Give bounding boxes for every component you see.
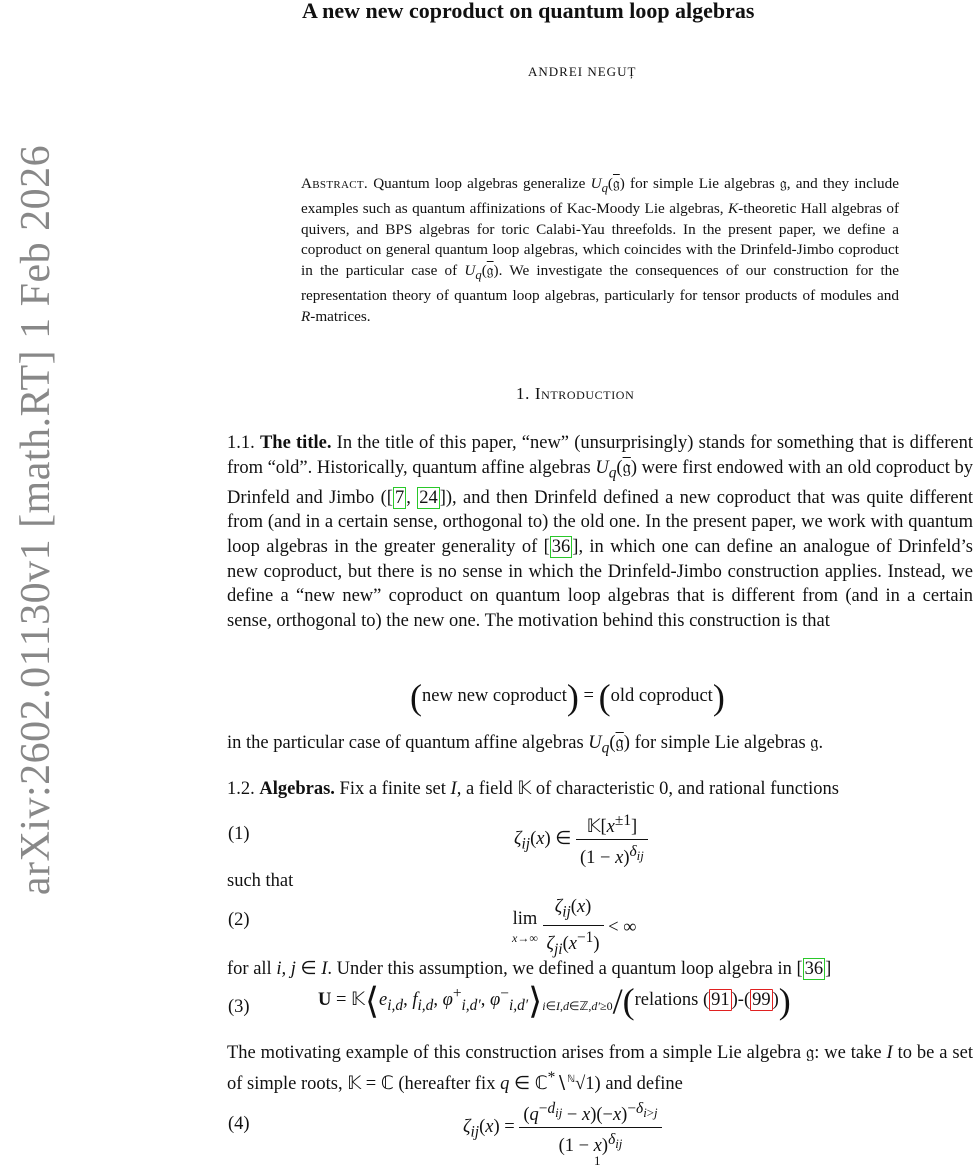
display-equation: (new new coproduct) = (old coproduct) (410, 676, 725, 717)
equation-limit: lim x→∞ $\frac{\zeta_{ij}(x)}{\zeta_{ji}(x^{-1})}$ < ∞ (512, 897, 637, 958)
page-number: 1 (594, 1153, 601, 1168)
equation-ref-link[interactable]: 91 (711, 990, 730, 1011)
paragraph-algebras: 1.2. Algebras. Fix a finite set I, a field 𝕂 of characteristic 0, and rational functions (227, 779, 839, 799)
such-that-text: such that (227, 871, 294, 891)
citation-link[interactable]: 36 (804, 959, 824, 979)
citation-link[interactable]: 24 (419, 487, 438, 508)
citation-link[interactable]: 36 (551, 537, 571, 558)
equation-zeta: $\zeta_{ij}(x)$ ∈ $\frac{𝕂[x^{\pm 1}]}{(1 - x)^{\delta_{ij}}}$ (514, 809, 648, 870)
citation-link[interactable]: 7 (394, 487, 405, 508)
section-heading: 1. Introduction (516, 384, 635, 403)
author-name: ANDREI NEGUȚ (528, 64, 637, 79)
paragraph-title: 1.1. The title. In the title of this paper, “new” (unsurprisingly) stands for something that is different from “old”. Historically, quantum affine algebras $U_q(𝔤)$ were first endowed with an old coproduct by Drinfeld and Jimbo ([ 7 , 24 ]), and then Drinfeld defined a new coproduct that was quite different from (and in a certain sense, orthogonal to) the old one. In the present paper, we work with quantum loop algebras in the greater generality of [ 36 ], in which one can define an analogue of Drinfeld’s new coproduct, but there is no sense in which the Drinfeld-Jimbo construction applies. Instead, we define a “new new” coproduct on quantum loop algebras that is different from (and in a certain sense, orthogonal to) the new one. The motivation behind this construction is that (227, 433, 973, 631)
equation-number: (2) (228, 910, 250, 930)
equation-zeta-lie: $\zeta_{ij}(x)$ = $\frac{(q^{-d_{ij}} - x)(-x)^{-\delta_{i>j}}}{(1 - x)^{\delta_{ij}}}$ (463, 1097, 662, 1158)
paragraph-motivating: The motivating example of this construction arises from a simple Lie algebra 𝔤: we take I to be a set of simple roots, 𝕂 = ℂ (hereafter fix q ∈ ℂ*∖$^ℕ$√1) and define (227, 1043, 973, 1094)
paper-title: A new new coproduct on quantum loop algebras (302, 0, 755, 23)
equation-number: (1) (228, 824, 250, 844)
equation-ref-link[interactable]: 99 (752, 990, 771, 1011)
equation-number: (3) (228, 997, 250, 1017)
paragraph-for-all: for all i, j ∈ I. Under this assumption, we defined a quantum loop algebra in [ 36 ] (227, 959, 832, 979)
abstract-label: Abstract. (301, 175, 368, 192)
equation-algebra-def: $U = 𝕂⟨e_{i,d}$, $f_{i,d}$, $\varphi^+_{i,d'}$, $\varphi^-_{i,d'}⟩_{i\in I,d\in ℤ,d'\ge 0}/(relations$ ( 91 )-( 99 )) (318, 980, 791, 1021)
abstract: Abstract. Quantum loop algebras generalize $U_q(𝔤)$ for simple Lie algebras 𝔤, and they include examples such as quantum affinizations of Kac-Moody Lie algebras, K-theoretic Hall algebras of quivers, and BPS algebras for toric Calabi-Yau threefolds. In the present paper, we define a coproduct on general quantum loop algebras, which coincides with the Drinfeld-Jimbo coproduct in the particular case of $U_q(𝔤)$. We investigate the consequences of our construction for the representation theory of quantum loop algebras, particularly for tensor products of modules and R-matrices. (301, 175, 899, 325)
equation-number: (4) (228, 1114, 250, 1134)
arxiv-stamp: arXiv:2602.01130v1 [math.RT] 1 Feb 2026 (13, 144, 59, 896)
paragraph-after-display: in the particular case of quantum affine algebras $U_q(𝔤)$ for simple Lie algebras 𝔤. (227, 733, 824, 757)
